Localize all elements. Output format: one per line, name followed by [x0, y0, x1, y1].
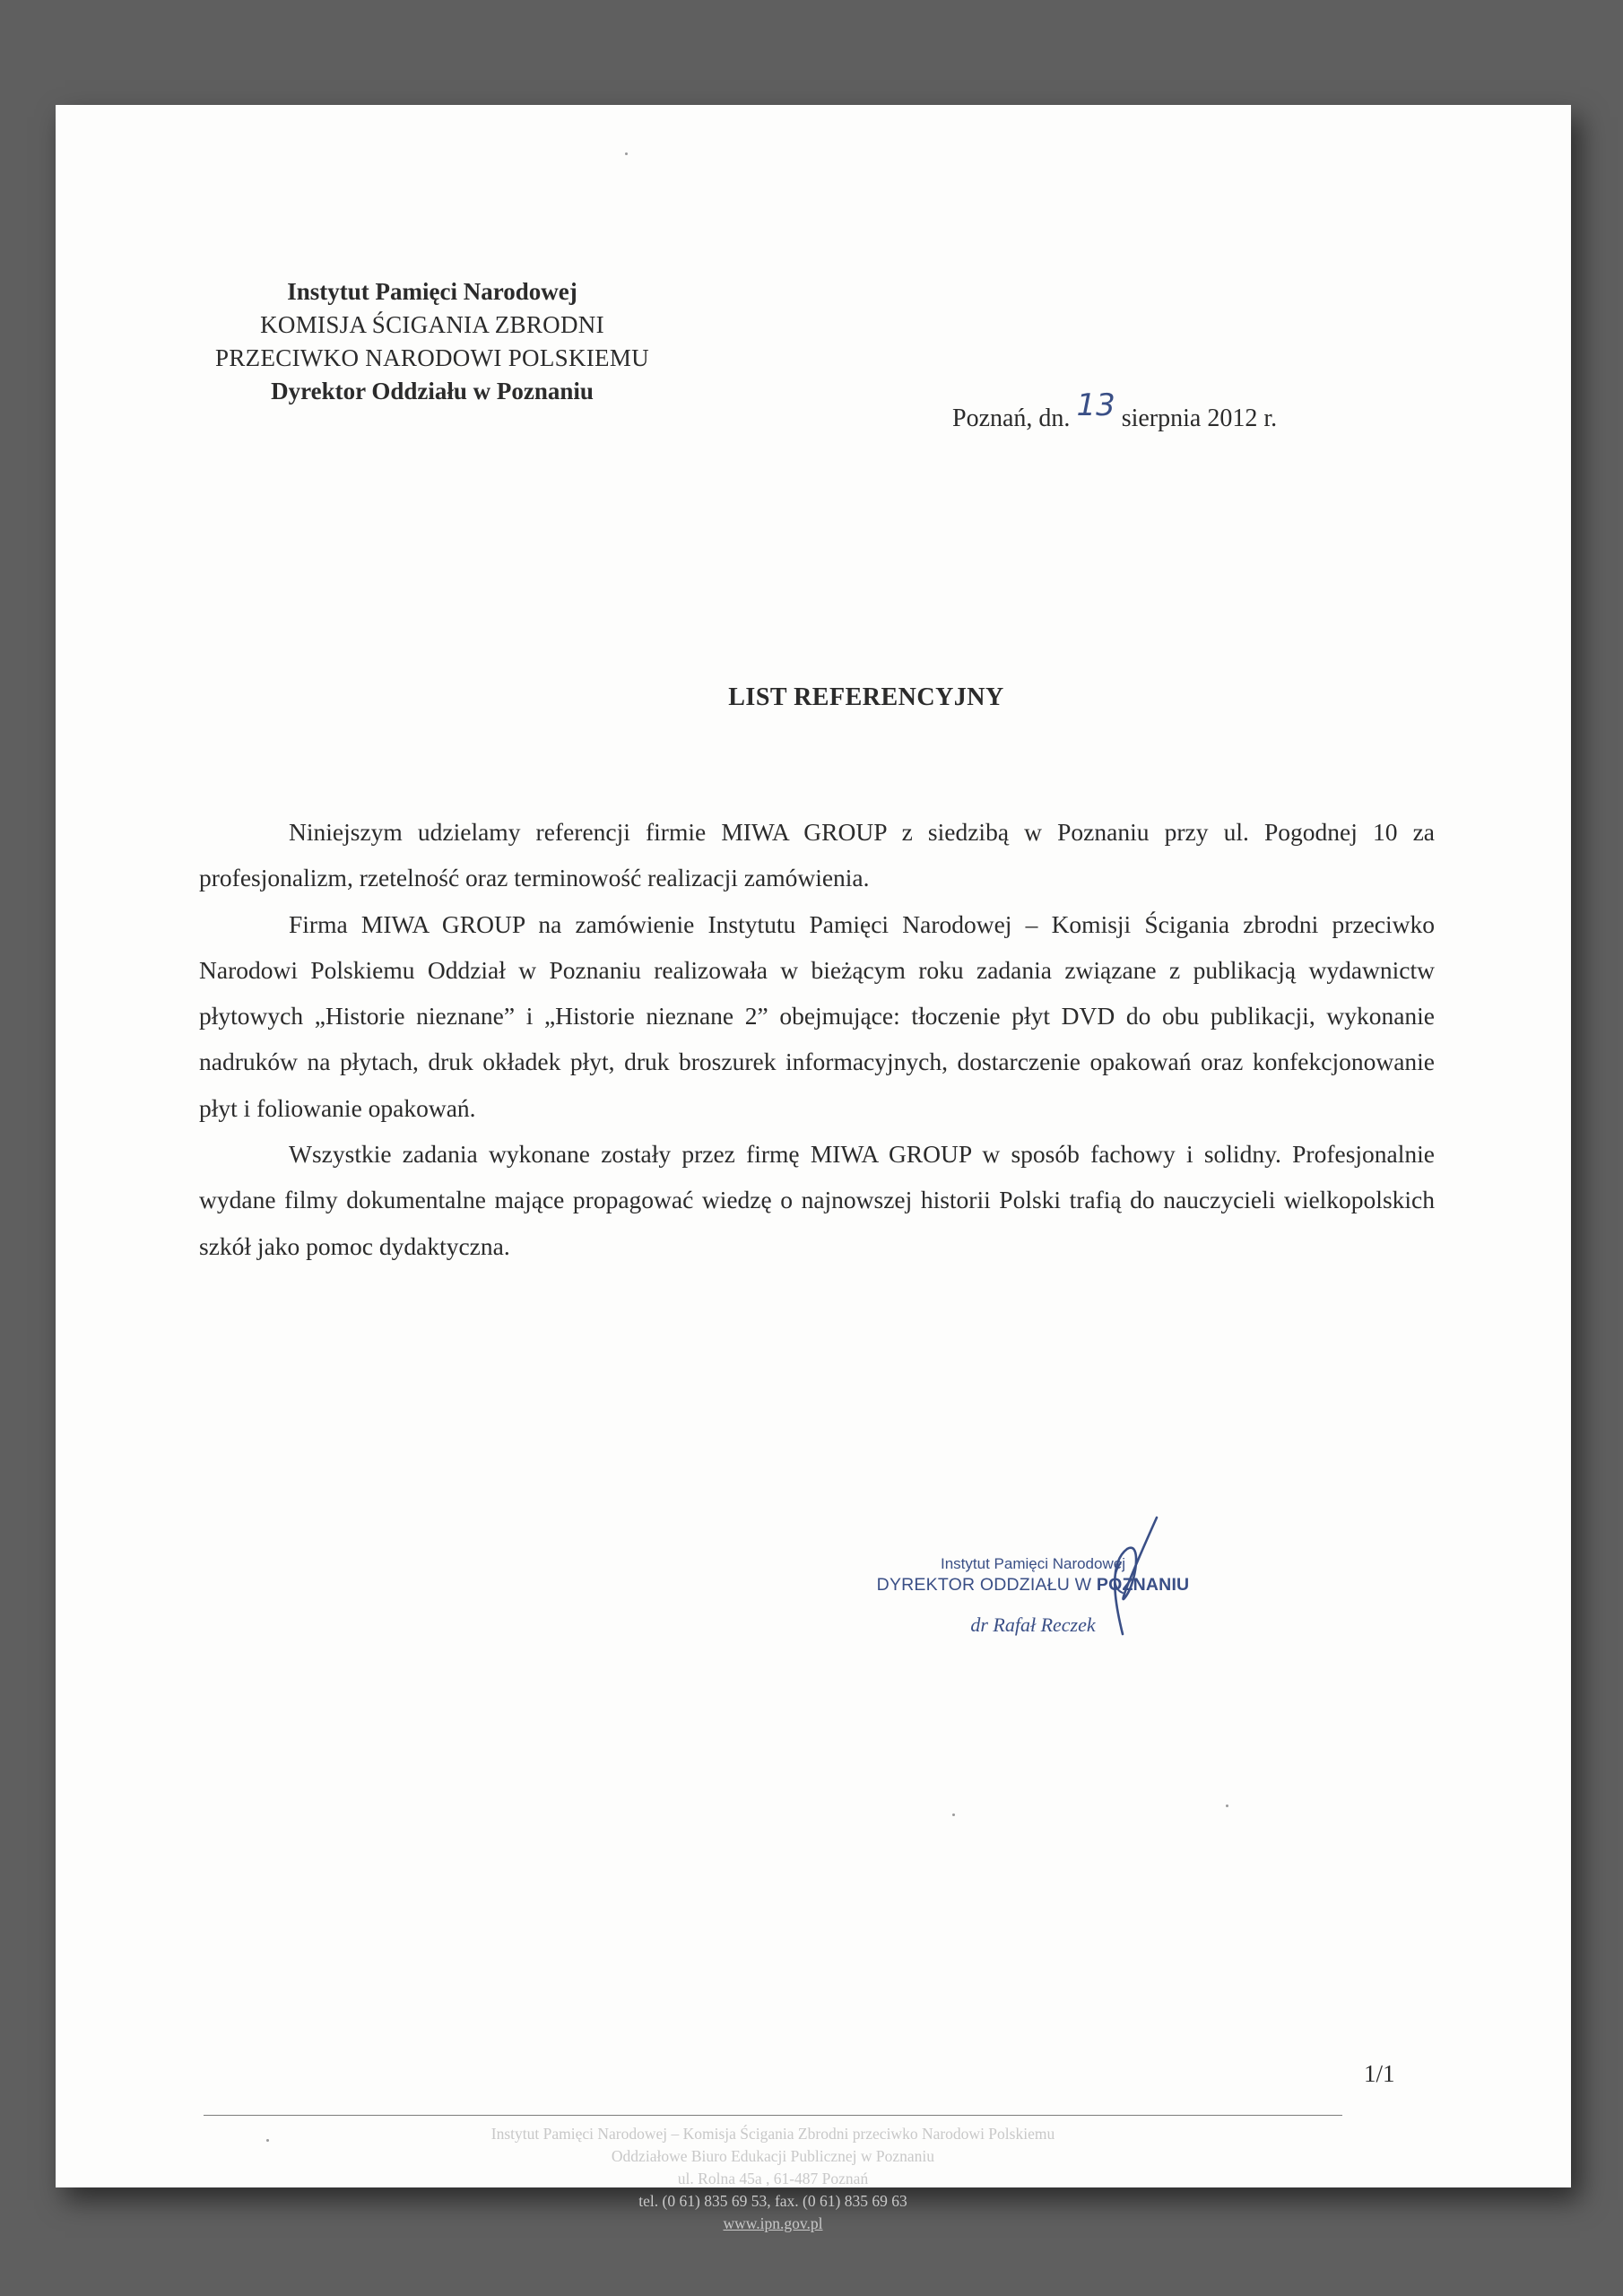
letter-title: LIST REFERENCYJNY: [728, 683, 1004, 711]
footer-divider: [204, 2115, 1342, 2116]
scan-speck: [1226, 1805, 1228, 1807]
letterhead-director: Dyrektor Oddziału w Poznaniu: [271, 378, 594, 404]
footer: [204, 2123, 1342, 2235]
stamp-institute: Instytut Pamięci Narodowej: [941, 1555, 1125, 1572]
scan-speck: [952, 1813, 955, 1816]
body-paragraph-2: Firma MIWA GROUP na zamówienie Instytutu Pamięci Narodowej – Komisji Ścigania zbrodni przeciwko Narodowi Polskiemu Oddział w Poznaniu realizowała w bieżącym roku zadania związane z publikacją wydawnictw płytowych „Historie nieznane” i „Historie nieznane 2” obejmujące: tłoczenie płyt DVD do obu publikacji, wykonanie nadruków na płytach, druk okładek płyt, druk broszurek informacyjnych, dostarczenie opakowań oraz konfekcjonowanie płyt i foliowanie opakowań.: [199, 909, 1435, 1122]
document-page: [56, 105, 1571, 2232]
stamp-title-b: POZNANIU: [1096, 1575, 1190, 1595]
footer-website-link[interactable]: www.ipn.gov.pl: [723, 2214, 823, 2232]
date-suffix: sierpnia 2012 r.: [1121, 404, 1278, 432]
scan-speck: [625, 152, 628, 155]
body-paragraph-1: Niniejszym udzielamy referencji firmie MIWA GROUP z siedzibą w Poznaniu przy ul. Pogodnej 10 za profesjonalizm, rzetelność oraz terminowość realizacji zamówienia.: [199, 818, 1435, 892]
footer-line-2: Oddziałowe Biuro Edukacji Publicznej w Poznaniu: [611, 2147, 935, 2165]
handwritten-signature: [1087, 1500, 1167, 1643]
footer-line-3: ul. Rolna 45a , 61-487 Poznań: [677, 2170, 869, 2187]
date-prefix: Poznań, dn.: [952, 404, 1071, 432]
date-day-handwritten: 13: [1076, 387, 1115, 423]
stamp-title-a: DYREKTOR ODDZIAŁU W: [876, 1575, 1097, 1595]
footer-line-4: tel. (0 61) 835 69 53, fax. (0 61) 835 69 63: [638, 2192, 907, 2210]
page-number: 1/1: [1364, 2060, 1395, 2087]
letter-date: [952, 387, 1278, 434]
letterhead-commission-cont: PRZECIWKO NARODOWI POLSKIEMU: [215, 344, 649, 371]
letterhead-commission: KOMISJA ŚCIGANIA ZBRODNI: [260, 311, 604, 338]
letter-body: [199, 809, 1435, 1269]
stamp-name: dr Rafał Reczek: [970, 1613, 1096, 1636]
body-paragraph-3: Wszystkie zadania wykonane zostały przez firmę MIWA GROUP w sposób fachowy i solidny. Profesjonalnie wydane filmy dokumentalne mające propagować wiedzę o najnowszej historii Polski trafią do nauczycieli wielkopolskich szkół jako pomoc dydaktyczna.: [199, 1140, 1435, 1260]
letterhead-institute: Instytut Pamięci Narodowej: [287, 278, 577, 305]
footer-line-1: Instytut Pamięci Narodowej – Komisja Ścigania Zbrodni przeciwko Narodowi Polskiemu: [490, 2125, 1055, 2143]
letterhead: [199, 275, 665, 408]
